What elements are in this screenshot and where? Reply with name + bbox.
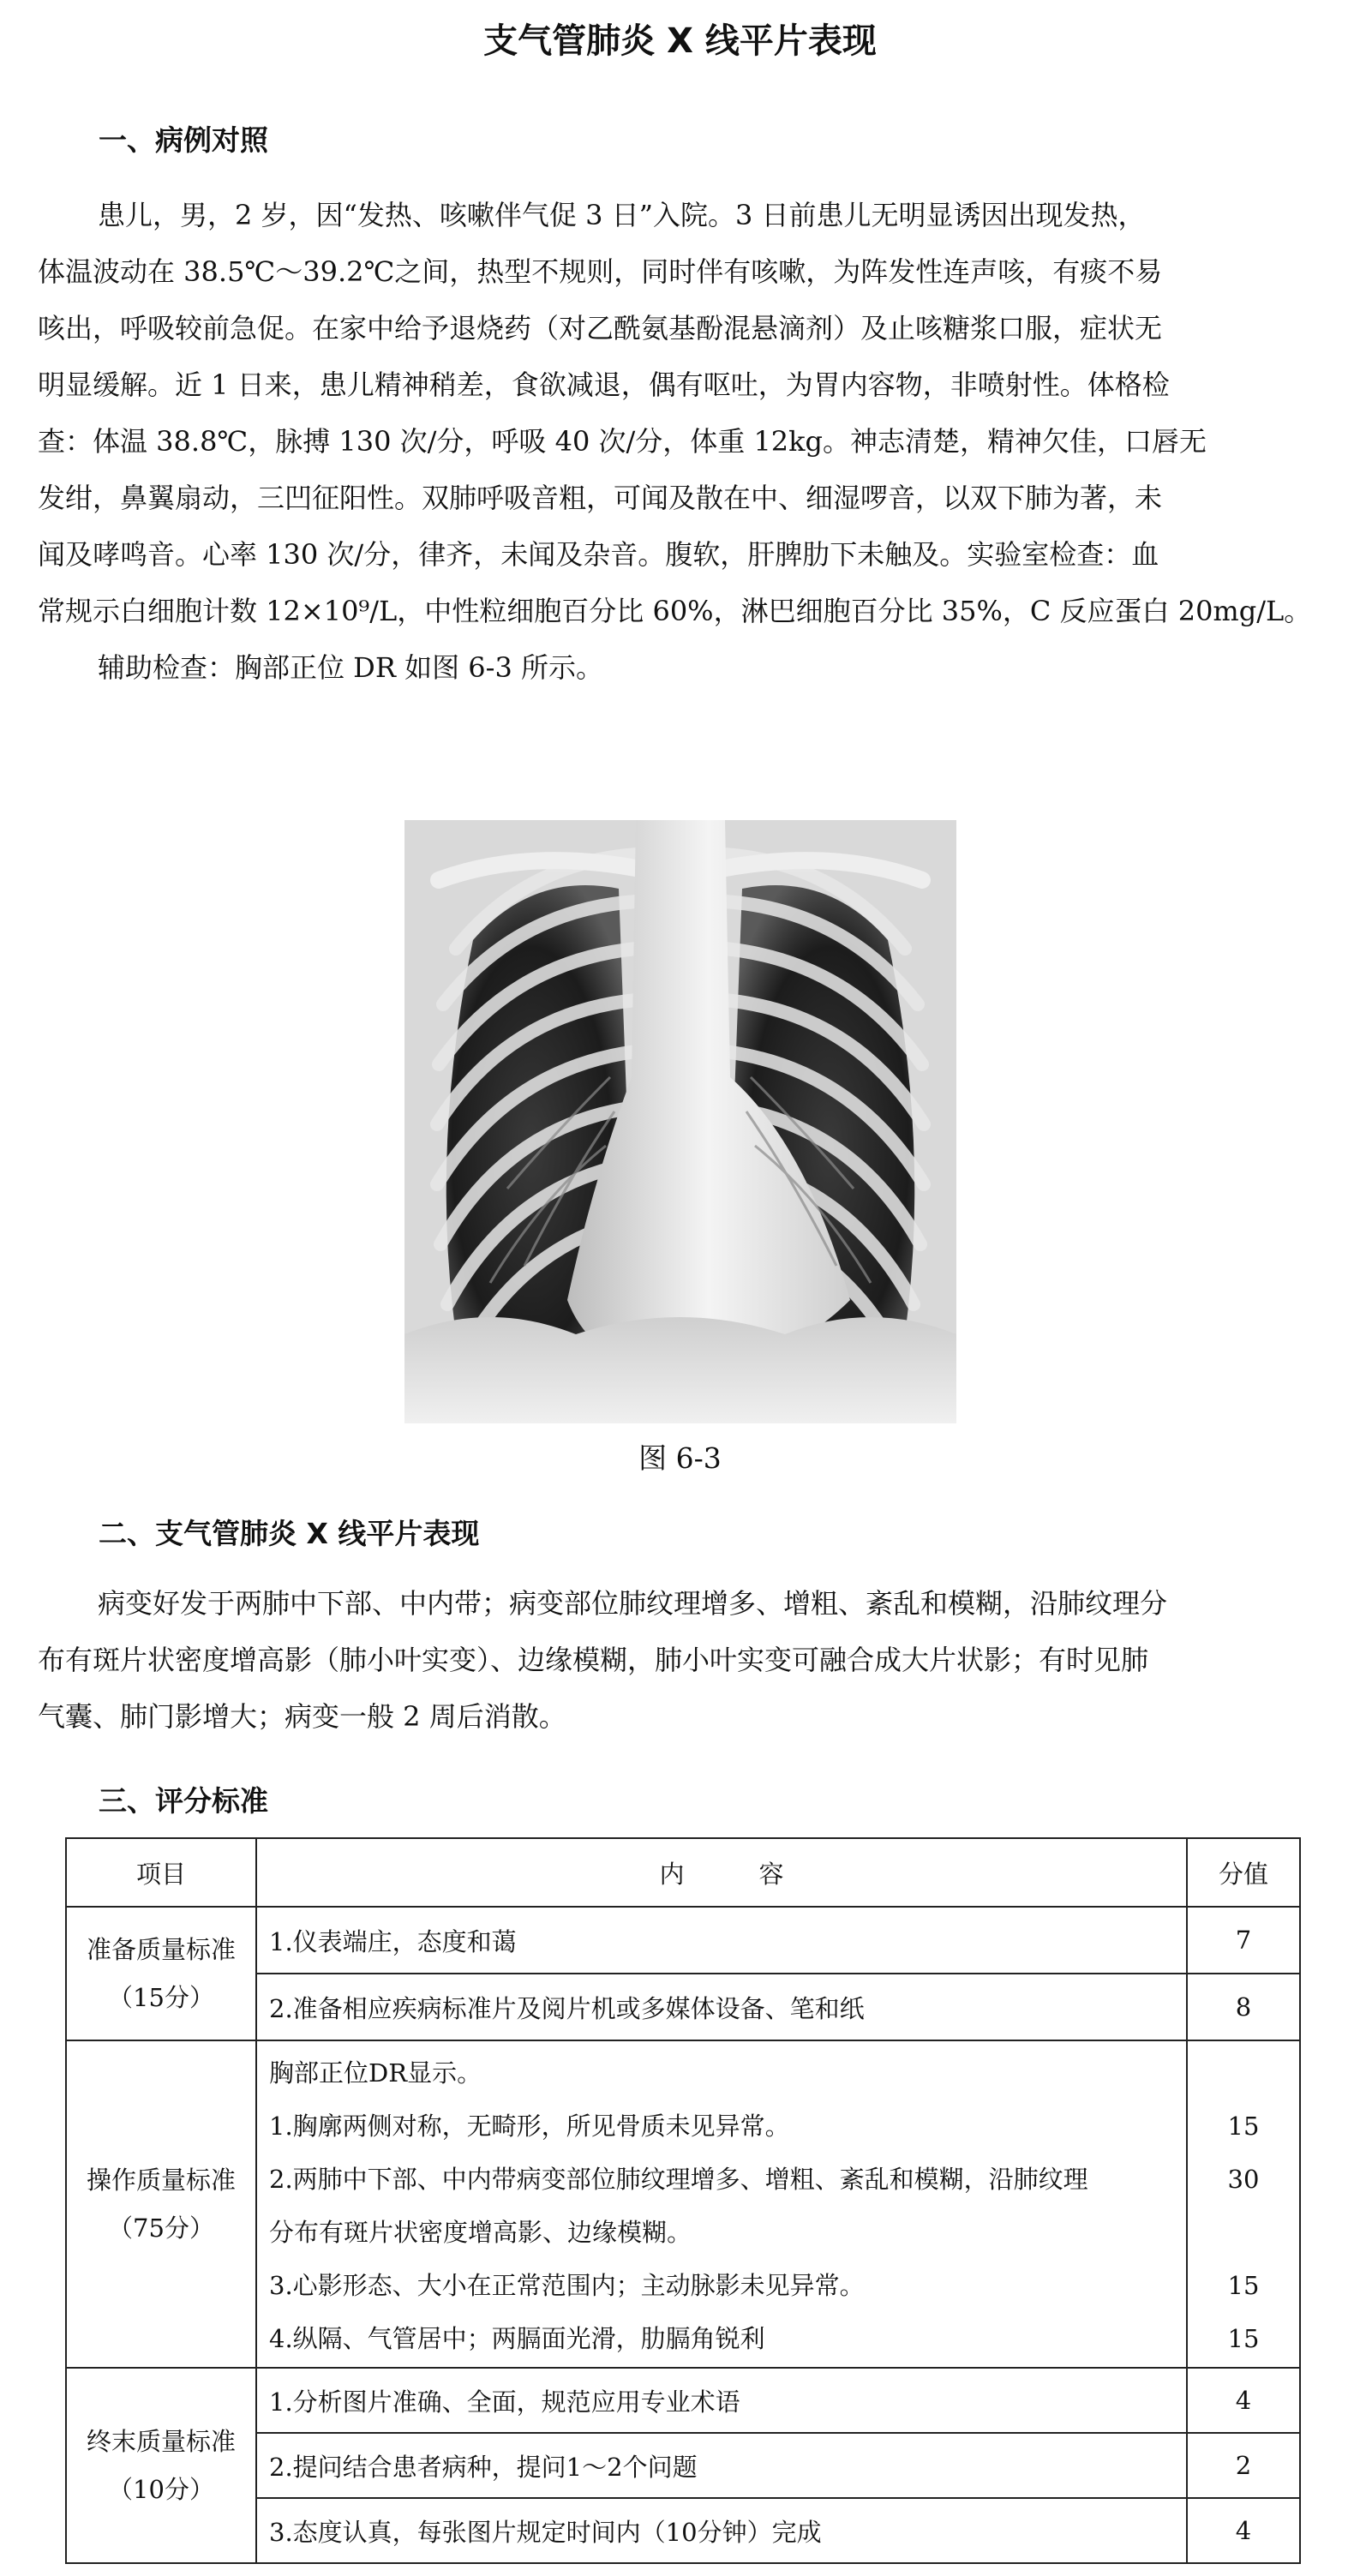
content-cell: 1.仪表端庄，态度和蔼 [256,1907,1187,1974]
score-line [1200,2046,1287,2100]
chest-xray-graphic [404,820,956,1423]
score-cell: 8 [1187,1974,1300,2040]
group-cell [66,2368,256,2563]
header-item: 项目 [66,1838,256,1907]
text-line: 咳出，呼吸较前急促。在家中给予退烧药（对乙酰氨基酚混悬滴剂）及止咳糖浆口服，症状无 [38,312,1163,344]
score-cell: 2 [1187,2433,1300,2498]
section-heading-scoring: 三、评分标准 [99,1784,268,1818]
score-cell: 7 [1187,1907,1300,1974]
score-line: 15 [1227,2112,1260,2141]
content-cell: 1.分析图片准确、全面，规范应用专业术语 [256,2368,1187,2433]
text-line: 辅助检查：胸部正位 DR 如图 6-3 所示。 [98,651,603,684]
header-content: 内 容 [256,1838,1187,1907]
content-cell: 2.提问结合患者病种，提问1～2个问题 [256,2433,1187,2498]
content-cell: 3.态度认真，每张图片规定时间内（10分钟）完成 [256,2498,1187,2563]
table-header-row [66,1838,1300,1907]
document-title: 支气管肺炎 X 线平片表现 [483,21,877,61]
table-row [66,1907,1300,1974]
text-line: 体温波动在 38.5℃～39.2℃之间，热型不规则，同时伴有咳嗽，为阵发性连声咳，有痰不易 [38,255,1163,288]
text-line: 常规示白细胞计数 12×10⁹/L，中性粒细胞百分比 60%，淋巴细胞百分比 35%，C 反应蛋白 20mg/L。 [38,595,1312,627]
section-heading-case: 一、病例对照 [99,123,268,157]
text-line: 发绀，鼻翼扇动，三凹征阳性。双肺呼吸音粗，可闻及散在中、细湿啰音，以双下肺为著，未 [38,482,1163,514]
score-line: 15 [1227,2324,1260,2353]
scoring-table [65,1837,1301,2564]
score-cell: 4 [1187,2498,1300,2563]
group-name: 准备质量标准 [86,1935,236,1964]
text-line: 布有斑片状密度增高影（肺小叶实变）、边缘模糊，肺小叶实变可融合成大片状影；有时见肺 [38,1644,1149,1676]
score-cell [1187,2040,1300,2368]
table-row [66,2368,1300,2433]
text-line: 气囊、肺门影增大；病变一般 2 周后消散。 [38,1700,566,1733]
group-name: 终末质量标准 [86,2427,236,2456]
case-paragraph [38,187,1323,696]
table-row [66,2040,1300,2368]
content-line: 1.胸廓两侧对称，无畸形，所见骨质未见异常。 [269,2112,790,2141]
figure-caption: 图 6-3 [638,1441,722,1475]
group-cell [66,2040,256,2368]
score-line [1200,2206,1287,2259]
xray-paragraph [38,1575,1323,1745]
chest-xray-image [404,820,956,1423]
text-line: 闻及哮鸣音。心率 130 次/分，律齐，未闻及杂音。腹软，肝脾肋下未触及。实验室检查：血 [38,538,1159,571]
group-points: （15分） [108,1983,214,2012]
header-score: 分值 [1187,1838,1300,1907]
content-line: 分布有斑片状密度增高影、边缘模糊。 [269,2218,692,2247]
group-cell [66,1907,256,2040]
content-cell: 2.准备相应疾病标准片及阅片机或多媒体设备、笔和纸 [256,1974,1187,2040]
content-line: 2.两肺中下部、中内带病变部位肺纹理增多、增粗、紊乱和模糊，沿肺纹理 [269,2165,1088,2194]
content-line: 4.纵隔、气管居中；两膈面光滑，肋膈角锐利 [269,2324,765,2353]
group-points: （75分） [108,2214,214,2243]
text-line: 查：体温 38.8℃，脉搏 130 次/分，呼吸 40 次/分，体重 12kg。神志清楚，精神欠佳，口唇无 [38,425,1207,458]
text-line: 明显缓解。近 1 日来，患儿精神稍差，食欲减退，偶有呕吐，为胃内容物，非喷射性。体格检 [38,368,1170,401]
score-line: 30 [1227,2165,1260,2194]
score-cell: 4 [1187,2368,1300,2433]
content-line: 3.心影形态、大小在正常范围内；主动脉影未见异常。 [269,2271,865,2300]
group-points: （10分） [108,2475,214,2504]
section-heading-xray: 二、支气管肺炎 X 线平片表现 [99,1517,480,1550]
score-line: 15 [1227,2271,1260,2300]
group-name: 操作质量标准 [86,2166,236,2195]
content-line: 胸部正位DR显示。 [269,2058,482,2088]
content-cell [256,2040,1187,2368]
text-line: 患儿，男，2 岁，因“发热、咳嗽伴气促 3 日”入院。3 日前患儿无明显诱因出现发热， [98,199,1146,231]
text-line: 病变好发于两肺中下部、中内带；病变部位肺纹理增多、增粗、紊乱和模糊，沿肺纹理分 [98,1587,1168,1620]
